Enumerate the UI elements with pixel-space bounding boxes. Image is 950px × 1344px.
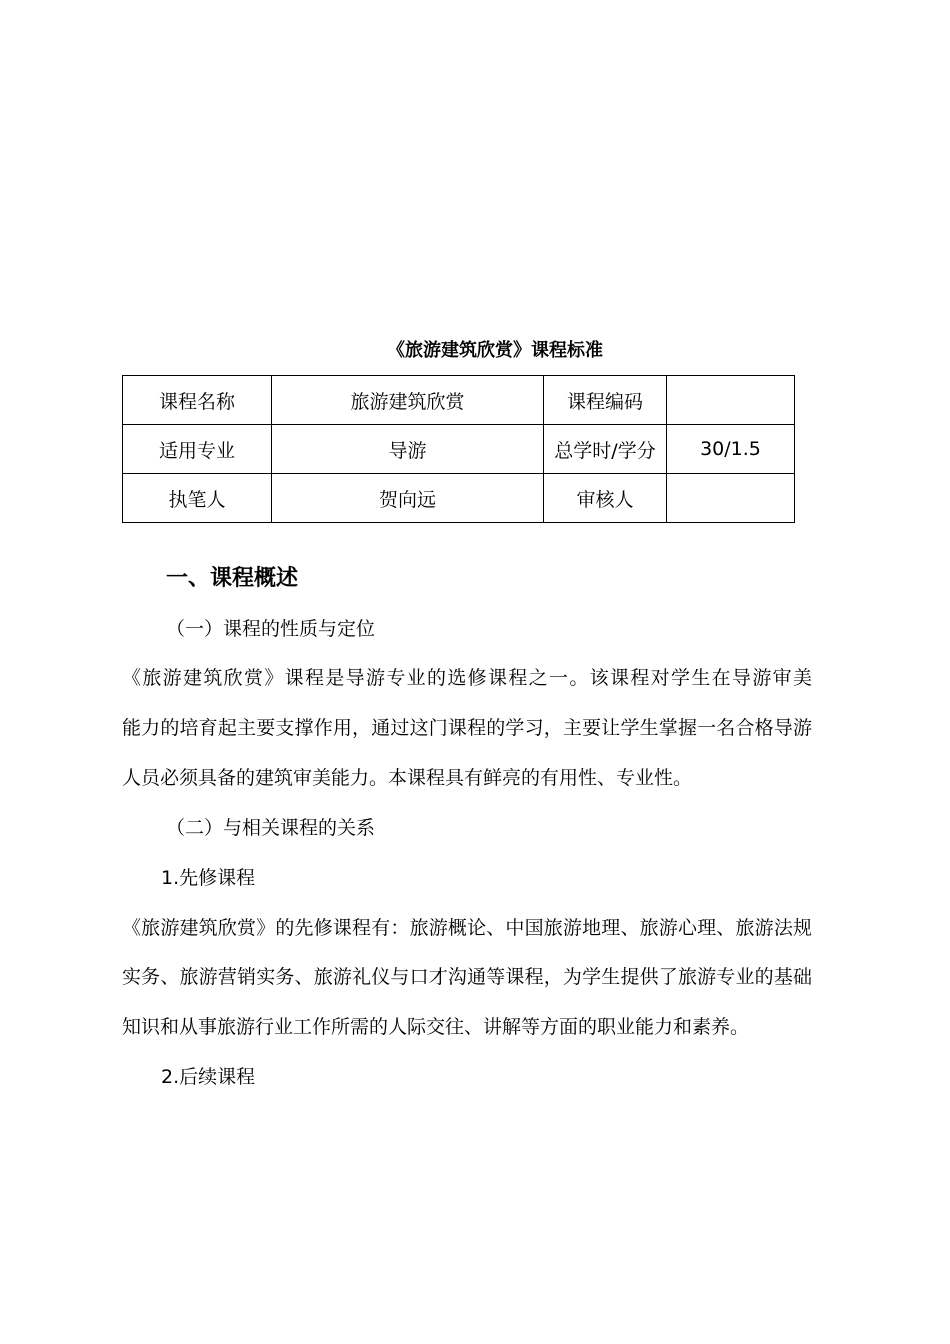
paragraph-line: 能力的培育起主要支撑作用，通过这门课程的学习，主要让学生掌握一名合格导游 — [122, 717, 812, 739]
section-heading-overview: 一、课程概述 — [166, 566, 299, 591]
table-cell-label: 审核人 — [544, 474, 667, 523]
table-cell-value: 贺向远 — [272, 474, 544, 523]
table-cell-value — [667, 474, 795, 523]
paragraph-line: 知识和从事旅游行业工作所需的人际交往、讲解等方面的职业能力和素养。 — [122, 1016, 750, 1038]
subsection-heading-relations: （二）与相关课程的关系 — [166, 817, 376, 839]
table-cell-label: 课程编码 — [544, 376, 667, 425]
table-cell-value — [667, 376, 795, 425]
table-cell-value: 30/1.5 — [667, 425, 795, 474]
table-cell-value: 旅游建筑欣赏 — [272, 376, 544, 425]
table-cell-label: 执笔人 — [123, 474, 272, 523]
table-cell-label: 适用专业 — [123, 425, 272, 474]
item-heading-followup: 2.后续课程 — [161, 1066, 256, 1088]
paragraph-line: 实务、旅游营销实务、旅游礼仪与口才沟通等课程，为学生提供了旅游专业的基础 — [122, 966, 812, 988]
subsection-heading-nature: （一）课程的性质与定位 — [166, 618, 376, 640]
table-cell-label: 总学时/学分 — [544, 425, 667, 474]
course-info-table — [122, 375, 795, 523]
table-cell-value: 导游 — [272, 425, 544, 474]
paragraph-line: 《旅游建筑欣赏》的先修课程有：旅游概论、中国旅游地理、旅游心理、旅游法规 — [122, 917, 812, 939]
table-row — [123, 474, 795, 523]
table-row — [123, 425, 795, 474]
table-row — [123, 376, 795, 425]
table-cell-label: 课程名称 — [123, 376, 272, 425]
item-heading-prerequisite: 1.先修课程 — [161, 867, 256, 889]
paragraph-line: 人员必须具备的建筑审美能力。本课程具有鲜亮的有用性、专业性。 — [122, 767, 693, 789]
document-title: 《旅游建筑欣赏》课程标准 — [387, 340, 603, 361]
paragraph-line: 《旅游建筑欣赏》课程是导游专业的选修课程之一。该课程对学生在导游审美 — [122, 667, 812, 689]
